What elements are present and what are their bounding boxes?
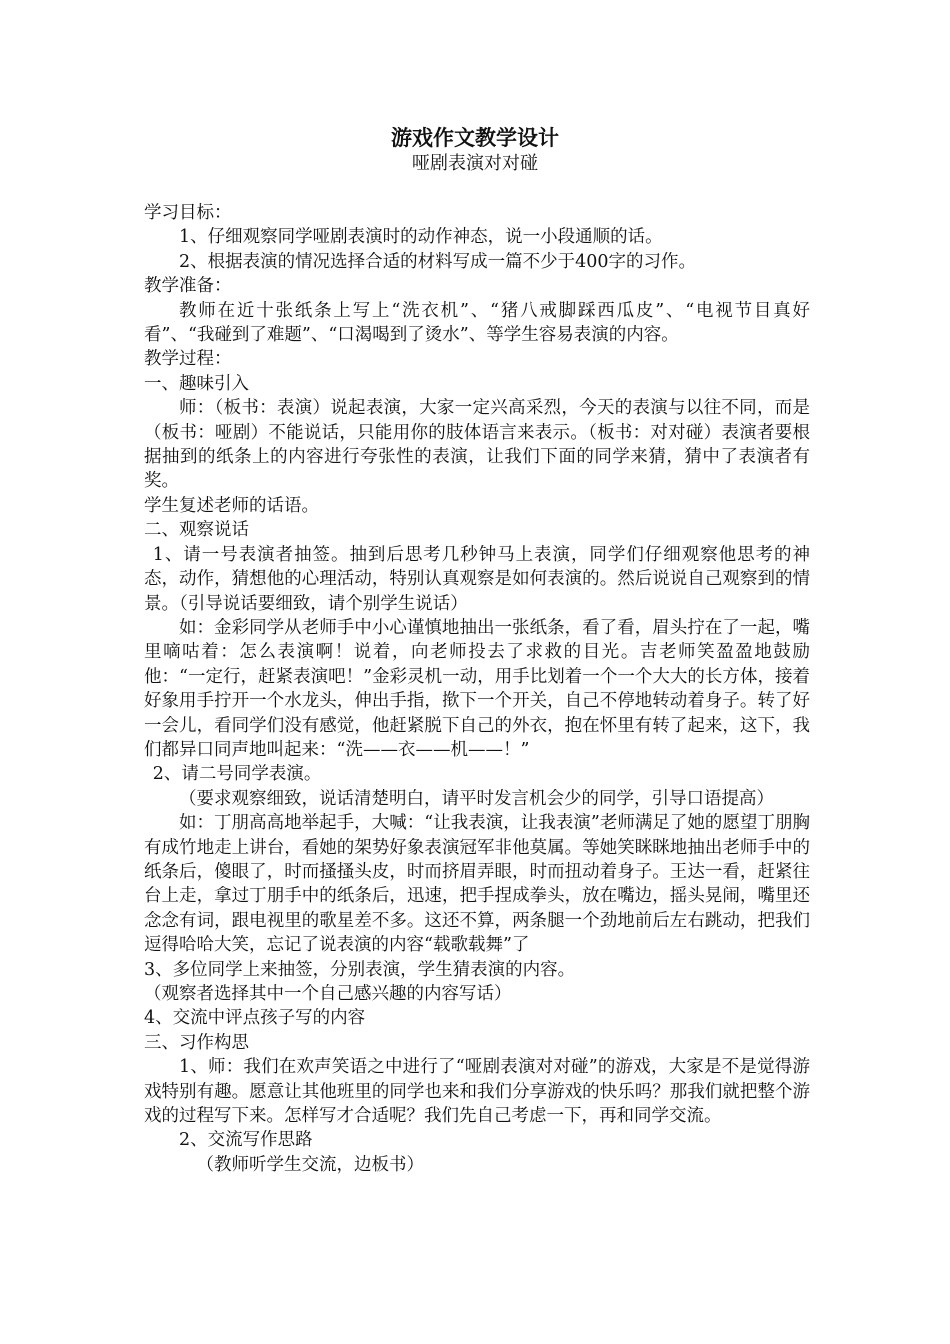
document-title: 游戏作文教学设计 (391, 126, 559, 150)
body-paragraph: 2、请二号同学表演。 (152, 764, 322, 785)
section-label-preparation: 教学准备： (144, 276, 232, 297)
body-paragraph: 4、交流中评点孩子写的内容 (144, 1008, 366, 1029)
note-paragraph: （教师听学生交流，边板书） (196, 1154, 424, 1175)
goal-item: 2、根据表演的情况选择合适的材料写成一篇不少于400字的习作。 (179, 251, 697, 272)
document-body (144, 201, 810, 1177)
body-paragraph: 1、请一号表演者抽签。抽到后思考几秒钟马上表演，同学们仔细观察他思考的神态，动作，猜想他的心理活动，特别认真观察是如何表演的。然后说说自己观察到的情景。（引导说话要细致，请个别学生说话） (144, 544, 810, 614)
note-paragraph: （要求观察细致，说话清楚明白，请平时发言机会少的同学，引导口语提高） (179, 788, 774, 809)
goal-item: 1、仔细观察同学哑剧表演时的动作神态，说一小段通顺的话。 (179, 227, 663, 248)
note-paragraph: （观察者选择其中一个自己感兴趣的内容写话） (144, 984, 512, 1004)
section-label-process: 教学过程： (144, 349, 232, 370)
section-heading: 一、趣味引入 (144, 373, 249, 394)
example-paragraph: 如：金彩同学从老师手中小心谨慎地抽出一张纸条，看了看，眉头拧在了一起，嘴里嘀咕着：怎么表演啊！说着，向老师投去了求救的目光。吉老师笑盈盈地鼓励他：“一定行，赶紧表演吧！”金彩灵机一动，用手比划着一个一个大大的长方体，接着好象用手拧开一个水龙头，伸出手指，揿下一个开关，自己不停地转动着身子。转了好一会儿，看同学们没有感觉，他赶紧脱下自己的外衣，抱在怀里有转了起来，这下，我们都异口同声地叫起来：“洗——衣——机——！” (144, 617, 810, 760)
body-paragraph: 师：（板书：表演）说起表演，大家一定兴高采烈，今天的表演与以往不同，而是（板书：哑剧）不能说话，只能用你的肢体语言来表示。（板书：对对碰）表演者要根据抽到的纸条上的内容进行夸张性的表演，让我们下面的同学来猜，猜中了表演者有奖。 (144, 398, 810, 492)
preparation-paragraph: 教师在近十张纸条上写上“洗衣机”、“猪八戒脚踩西瓜皮”、“电视节目真好看”、“我碰到了难题”、“口渴喝到了烫水”、等学生容易表演的内容。 (144, 300, 810, 346)
document-subtitle: 哑剧表演对对碰 (412, 153, 538, 174)
section-label-goals: 学习目标： (144, 203, 232, 223)
section-heading: 二、观察说话 (144, 520, 249, 541)
body-paragraph: 2、交流写作思路 (179, 1130, 313, 1151)
example-paragraph: 如：丁朋高高地举起手，大喊：“让我表演，让我表演”老师满足了她的愿望丁朋胸有成竹地走上讲台，看她的架势好象表演冠军非他莫属。等她笑眯眯地抽出老师手中的纸条后，傻眼了，时而搔搔头皮，时而挤眉弄眼，时而扭动着身子。王达一看，赶紧往台上走，拿过丁朋手中的纸条后，迅速，把手捏成拳头，放在嘴边，摇头晃闹，嘴里还念念有词，跟电视里的歌星差不多。这还不算，两条腿一个劲地前后左右跳动，把我们逗得哈哈大笑，忘记了说表演的内容“载歌载舞”了 (144, 813, 810, 956)
body-paragraph: 3、多位同学上来抽签，分别表演，学生猜表演的内容。 (144, 959, 576, 980)
body-paragraph: 1、师：我们在欢声笑语之中进行了“哑剧表演对对碰”的游戏，大家是不是觉得游戏特别有趣。愿意让其他班里的同学也来和我们分享游戏的快乐吗？那我们就把整个游戏的过程写下来。怎样写才合适呢？我们先自己考虑一下，再和同学交流。 (144, 1057, 810, 1127)
body-paragraph: 学生复述老师的话语。 (144, 495, 319, 516)
section-heading: 三、习作构思 (144, 1032, 249, 1053)
